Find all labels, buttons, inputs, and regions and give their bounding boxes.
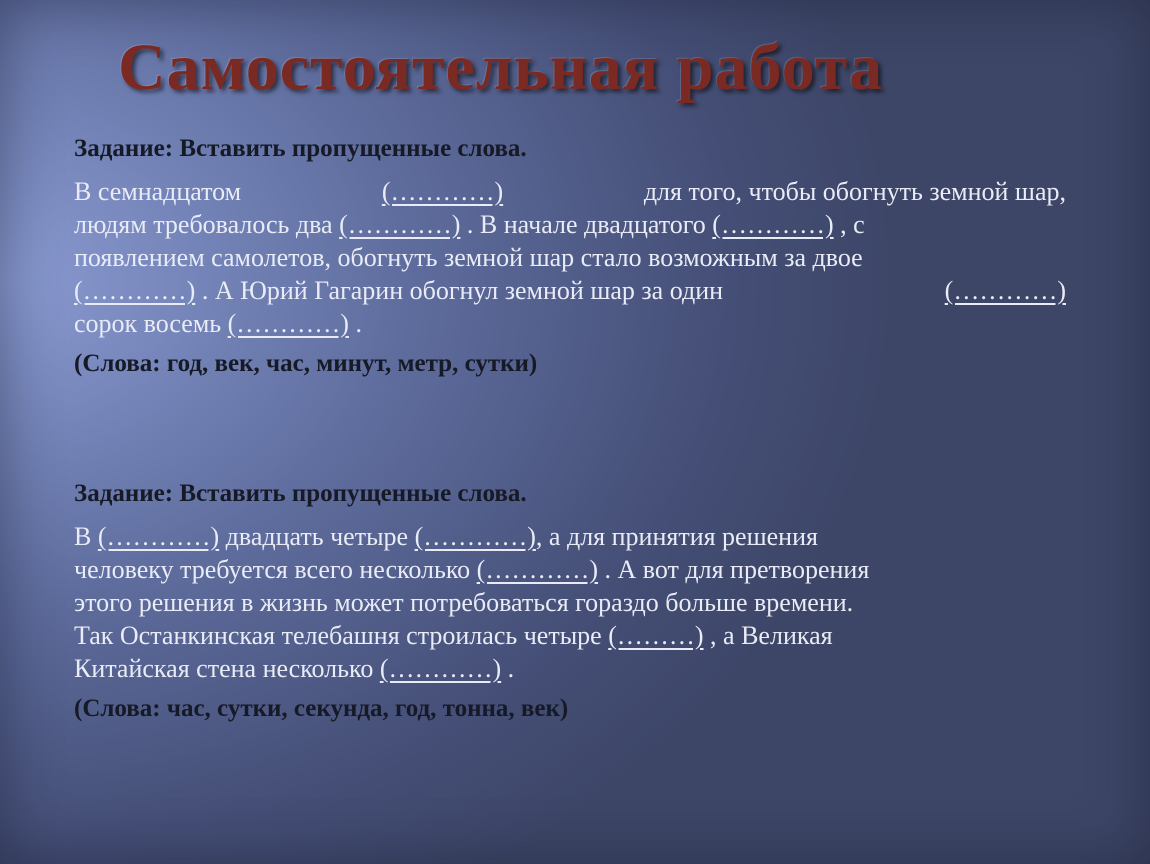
task-1-line-5: сорок восемь (…………) . (74, 309, 362, 338)
task-2-line-4: Так Останкинская телебашня строилась четыре (………) , а Великая (74, 621, 833, 650)
task-1 (74, 135, 1066, 378)
blank[interactable]: (…………) (712, 210, 834, 239)
blank[interactable]: (…………) (414, 522, 536, 551)
task-1-word-bank: (Слова: год, век, час, минут, метр, сутки) (74, 350, 538, 377)
task-2-line-5: Китайская стена несколько (…………) . (74, 654, 515, 683)
task-2-word-bank: (Слова: час, сутки, секунда, год, тонна, век) (74, 695, 569, 722)
task-2-line-3: этого решения в жизнь может потребоваться гораздо больше времени. (74, 588, 854, 617)
blank[interactable]: (…………) (476, 555, 598, 584)
blank[interactable]: (…………) (74, 276, 196, 305)
blank[interactable]: (…………) (97, 522, 220, 551)
blank[interactable]: (…………) (381, 177, 504, 206)
blank[interactable]: (…………) (227, 309, 349, 338)
task-2 (74, 480, 1066, 723)
task-1-line-2: людям требовалось два (…………) . В начале двадцатого (…………) , с (74, 210, 865, 239)
task-1-heading: Задание: Вставить пропущенные слова. (74, 135, 527, 162)
blank[interactable]: (…………) (944, 276, 1066, 305)
task-2-text (74, 520, 1066, 685)
task-1-line-3: появлением самолетов, обогнуть земной шар стало возможным за двое (74, 243, 863, 272)
task-1-line-4: (…………) . А Юрий Гагарин обогнул земной шар за один (…………) (74, 276, 1066, 305)
blank[interactable]: (………) (608, 621, 704, 650)
task-1-text (74, 175, 1066, 340)
task-2-line-2: человеку требуется всего несколько (…………) . А вот для претворения (74, 555, 870, 584)
slide-title: Самостоятельная работа (118, 31, 884, 104)
task-2-heading: Задание: Вставить пропущенные слова. (74, 480, 527, 507)
task-2-line-1: В (…………) двадцать четыре (…………), а для принятия решения (74, 522, 818, 551)
task-1-line-1: В семнадцатом (…………) для того, чтобы обогнуть земной шар, (74, 177, 1066, 206)
blank[interactable]: (…………) (379, 654, 502, 683)
blank[interactable]: (…………) (339, 210, 461, 239)
